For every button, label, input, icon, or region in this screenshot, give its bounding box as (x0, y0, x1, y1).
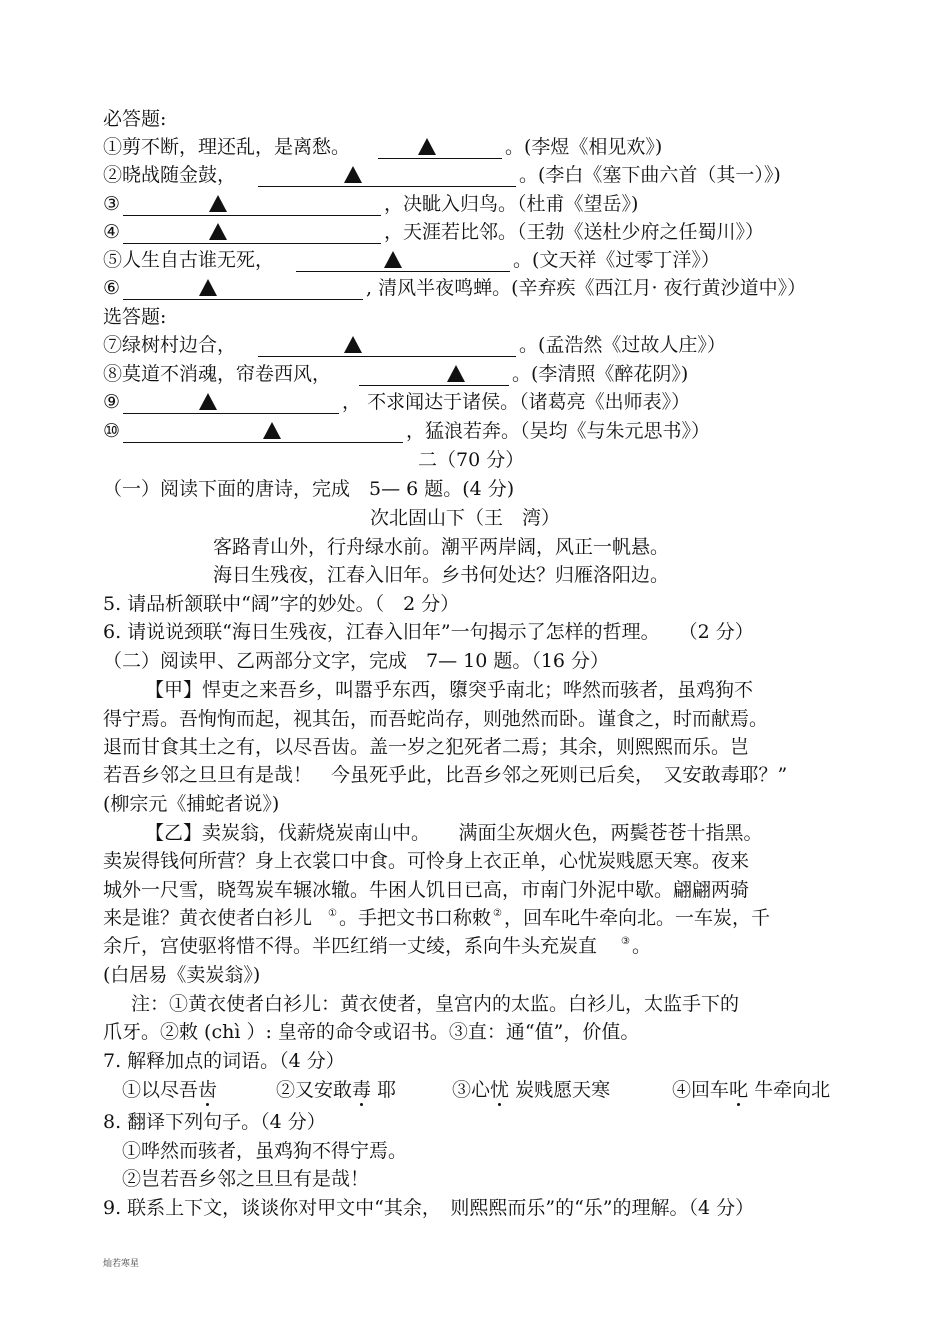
item-pre: ③ (103, 193, 121, 215)
item-post: ， 不求闻达于诸侯。（诸葛亮《出师表》） (342, 391, 691, 413)
triangle-icon (199, 279, 217, 296)
q7-item-3 (452, 1078, 610, 1102)
triangle-icon (418, 138, 436, 155)
item-pre: ⑩ (103, 420, 121, 442)
item-post: 。(李白《塞下曲六首（其一）》) (519, 164, 781, 186)
yi-text: 。 (631, 935, 651, 957)
q7-text: ④回车 (672, 1079, 730, 1101)
triangle-icon (199, 393, 217, 410)
answer-blank[interactable] (123, 195, 381, 216)
optional-item-8 (103, 362, 688, 386)
q8-sentence-2: ②岂若吾乡邻之旦旦有是哉！ (122, 1168, 370, 1190)
item-post: ，天涯若比邻。（王勃《送杜少府之任蜀川》） (384, 221, 765, 243)
dotted-word: 忧 (490, 1079, 510, 1101)
dotted-word: 齿 (198, 1079, 218, 1101)
triangle-icon (384, 251, 402, 268)
item-pre: ⑤人生自古谁无死， (103, 249, 275, 271)
footnote-marker-2: ② (493, 908, 502, 919)
answer-blank[interactable] (123, 279, 363, 300)
required-item-4 (103, 220, 764, 244)
item-post: 。(李煜《相见欢》) (505, 136, 663, 158)
answer-blank[interactable] (359, 365, 509, 386)
jia-source: (柳宗元《捕蛇者说》) (103, 793, 280, 815)
question-6: 6. 请说说颈联“海日生残夜，江春入旧年”一句揭示了怎样的哲理。 （2 分） (103, 621, 754, 643)
poem-title: 次北固山下（王 湾） (370, 507, 561, 529)
answer-blank[interactable] (296, 251, 510, 272)
note-line-1: 注：①黄衣使者白衫儿：黄衣使者，皇宫内的太监。白衫儿，太监手下的 (131, 993, 740, 1015)
answer-blank[interactable] (123, 422, 403, 443)
answer-blank[interactable] (258, 166, 516, 187)
yi-text: ，回车叱牛牵向北。一车炭，千 (503, 907, 770, 929)
poem-line-2: 海日生残夜，江春入旧年。乡书何处达？归雁洛阳边。 (213, 564, 670, 586)
question-9: 9. 联系上下文，谈谈你对甲文中“其余， 则熙熙而乐”的“乐”的理解。（4 分） (103, 1197, 755, 1219)
yi-source: (白居易《卖炭翁》) (103, 964, 261, 986)
q8-sentence-1: ①哗然而骇者，虽鸡狗不得宁焉。 (122, 1140, 408, 1162)
triangle-icon (209, 195, 227, 212)
footnote-marker-1: ① (328, 908, 337, 919)
answer-blank[interactable] (123, 223, 381, 244)
yi-line-2: 卖炭得钱何所营？身上衣裳口中食。可怜身上衣正单，心忧炭贱愿天寒。夜来 (103, 850, 750, 872)
yi-text: 余斤，宫使驱将惜不得。半匹红绡一丈绫，系向牛头充炭直 (103, 935, 598, 957)
dotted-word: 叱 (729, 1079, 749, 1101)
required-item-3 (103, 192, 638, 216)
q7-text: ①以尽吾 (122, 1079, 199, 1101)
question-7: 7. 解释加点的词语。（4 分） (103, 1050, 345, 1072)
q7-text: 牛牵向北 (748, 1079, 831, 1101)
question-8: 8. 翻译下列句子。（4 分） (103, 1111, 326, 1133)
triangle-icon (447, 365, 465, 382)
item-pre: ①剪不断，理还乱，是离愁。 (103, 136, 351, 158)
q7-text: ③心 (452, 1079, 491, 1101)
item-pre: ⑦绿树村边合， (103, 334, 237, 356)
triangle-icon (344, 336, 362, 353)
item-post: , 清风半夜鸣蝉。(辛弃疾《西江月· 夜行黄沙道中》） (366, 277, 807, 299)
jia-line-1: 【甲】悍吏之来吾乡，叫嚣乎东西，隳突乎南北；哗然而骇者，虽鸡狗不 (145, 679, 754, 701)
optional-item-9 (103, 390, 690, 414)
triangle-icon (209, 223, 227, 240)
q7-text: ②又安敢 (276, 1079, 353, 1101)
section-two-title: 二（70 分） (418, 449, 525, 471)
optional-item-10 (103, 419, 710, 443)
item-pre: ②晓战随金鼓， (103, 164, 237, 186)
jia-line-3: 退而甘食其土之有，以尽吾齿。盖一岁之犯死者二焉；其余，则熙熙而乐。岂 (103, 736, 750, 758)
required-item-2 (103, 163, 781, 187)
required-item-5 (103, 248, 720, 272)
part2-intro: （二）阅读甲、乙两部分文字，完成 7— 10 题。（16 分） (103, 650, 610, 672)
answer-blank[interactable] (258, 336, 516, 357)
q7-text: 炭贱愿天寒 (509, 1079, 611, 1101)
part1-intro: （一）阅读下面的唐诗，完成 5— 6 题。(4 分) (103, 478, 515, 500)
required-item-6 (103, 276, 806, 300)
optional-header: 选答题: (103, 306, 167, 328)
yi-text: 。手把文书口称敕 (338, 907, 491, 929)
dotted-word: 毒 (352, 1079, 372, 1101)
note-line-2: 爪牙。②敕 (chì ）: 皇帝的命令或诏书。③直：通“值”，价值。 (103, 1021, 640, 1043)
answer-blank[interactable] (378, 138, 502, 159)
jia-line-4: 若吾乡邻之旦旦有是哉！ 今虽死乎此，比吾乡邻之死则已后矣， 又安敢毒耶？” (103, 764, 788, 786)
triangle-icon (344, 166, 362, 183)
item-pre: ⑧莫道不消魂，帘卷西风， (103, 363, 332, 385)
item-pre: ④ (103, 221, 121, 243)
required-item-1 (103, 135, 662, 159)
question-5: 5. 请品析颔联中“阔”字的妙处。（ 2 分） (103, 593, 460, 615)
item-post: 。(孟浩然《过故人庄》） (519, 334, 726, 356)
yi-line-5 (103, 934, 651, 958)
item-post: ，决眦入归鸟。（杜甫《望岳》) (384, 193, 639, 215)
footnote-marker-3: ③ (621, 936, 630, 947)
yi-line-4 (103, 906, 770, 930)
optional-item-7 (103, 333, 726, 357)
item-pre: ⑨ (103, 391, 121, 413)
item-post: 。(文天祥《过零丁洋》） (513, 249, 720, 271)
answer-blank[interactable] (123, 393, 339, 414)
yi-line-3: 城外一尺雪，晓驾炭车辗冰辙。牛困人饥日已高，市南门外泥中歇。翩翩两骑 (103, 879, 750, 901)
item-pre: ⑥ (103, 277, 121, 299)
q7-item-2 (276, 1078, 396, 1102)
required-header: 必答题: (103, 108, 167, 130)
q7-item-4 (672, 1078, 830, 1102)
page-footer: 灿若寒星 (103, 1259, 140, 1269)
q7-item-1 (122, 1078, 217, 1102)
yi-text: 来是谁？黄衣使者白衫儿 (103, 907, 313, 929)
item-post: 。(李清照《醉花阴》) (512, 363, 689, 385)
yi-line-1: 【乙】卖炭翁，伐薪烧炭南山中。 满面尘灰烟火色，两鬓苍苍十指黑。 (145, 822, 763, 844)
jia-line-2: 得宁焉。吾恂恂而起，视其缶，而吾蛇尚存，则弛然而卧。谨食之，时而献焉。 (103, 708, 769, 730)
item-post: ，猛浪若奔。（吴均《与朱元思书》） (406, 420, 711, 442)
q7-text: 耶 (371, 1079, 397, 1101)
triangle-icon (263, 422, 281, 439)
poem-line-1: 客路青山外，行舟绿水前。潮平两岸阔，风正一帆悬。 (213, 536, 670, 558)
